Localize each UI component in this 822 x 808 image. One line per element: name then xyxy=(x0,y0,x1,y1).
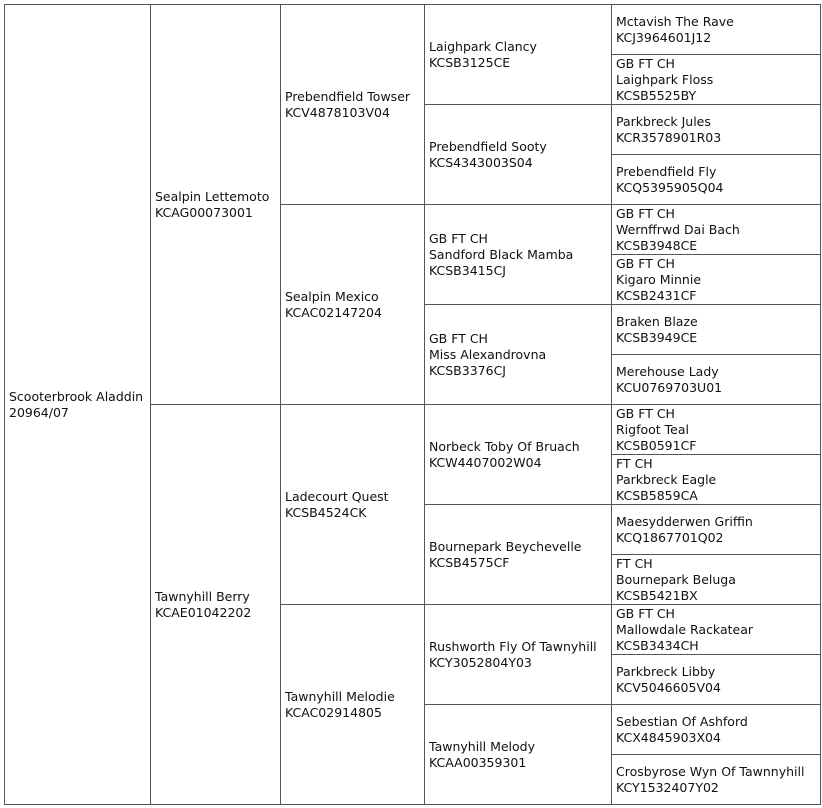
great-great-grandparent-cell xyxy=(612,405,821,455)
dog-text-line: Tawnyhill Berry xyxy=(155,588,250,604)
dog-text-line: KCSB3125CE xyxy=(429,54,511,70)
dog-text-line: Ladecourt Quest xyxy=(285,488,389,504)
dog-text-line: 20964/07 xyxy=(9,404,69,420)
great-grandparent-cell xyxy=(425,705,612,805)
great-great-grandparent-cell xyxy=(612,655,821,705)
great-grandparent-cell xyxy=(425,505,612,605)
dog-text-line: Kigaro Minnie xyxy=(616,271,702,287)
great-great-grandparent-cell xyxy=(612,505,821,555)
dog-text-line: KCSB3434CH xyxy=(616,637,699,653)
dog-text-line: Crosbyrose Wyn Of Tawnnyhill xyxy=(616,763,805,779)
sire-dam-cell xyxy=(151,5,281,405)
dog-text-line: KCAG00073001 xyxy=(155,204,253,220)
grandparent-cell xyxy=(281,605,425,805)
dog-text-line: FT CH xyxy=(616,555,653,571)
dog-text-line: GB FT CH xyxy=(429,230,488,246)
dog-text-line: KCSB3415CJ xyxy=(429,262,506,278)
dog-text-line: KCW4407002W04 xyxy=(429,454,542,470)
great-grandparent-cell xyxy=(425,105,612,205)
dog-text-line: GB FT CH xyxy=(616,405,675,421)
dog-text-line: Maesydderwen Griffin xyxy=(616,513,753,529)
dog-text-line: GB FT CH xyxy=(616,205,675,221)
dog-text-line: Sebestian Of Ashford xyxy=(616,713,748,729)
great-grandparent-cell xyxy=(425,405,612,505)
dog-text-line: Prebendfield Towser xyxy=(285,88,411,104)
great-great-grandparent-cell xyxy=(612,55,821,105)
dog-text-line: FT CH xyxy=(616,455,653,471)
great-great-grandparent-cell xyxy=(612,755,821,805)
dog-text-line: KCQ1867701Q02 xyxy=(616,529,724,545)
great-great-grandparent-cell xyxy=(612,205,821,255)
dog-text-line: KCSB4575CF xyxy=(429,554,510,570)
dog-text-line: Wernffrwd Dai Bach xyxy=(616,221,740,237)
dog-text-line: GB FT CH xyxy=(616,55,675,71)
subject-cell xyxy=(5,5,151,805)
dog-text-line: KCSB3949CE xyxy=(616,329,698,345)
dog-text-line: Mctavish The Rave xyxy=(616,13,734,29)
dog-text-line: Parkbreck Libby xyxy=(616,663,716,679)
dog-text-line: Miss Alexandrovna xyxy=(429,346,547,362)
dog-text-line: KCSB3376CJ xyxy=(429,362,506,378)
dog-text-line: Laighpark Clancy xyxy=(429,38,537,54)
dog-text-line: Sealpin Mexico xyxy=(285,288,379,304)
dog-text-line: KCV5046605V04 xyxy=(616,679,721,695)
grandparent-cell xyxy=(281,205,425,405)
dog-text-line: Prebendfield Sooty xyxy=(429,138,547,154)
pedigree-row xyxy=(5,5,821,55)
dog-text-line: Braken Blaze xyxy=(616,313,698,329)
dog-text-line: Bournepark Beychevelle xyxy=(429,538,582,554)
dog-text-line: KCQ5395905Q04 xyxy=(616,179,724,195)
dog-text-line: Norbeck Toby Of Bruach xyxy=(429,438,580,454)
grandparent-cell xyxy=(281,405,425,605)
great-great-grandparent-cell xyxy=(612,705,821,755)
dog-text-line: Tawnyhill Melody xyxy=(429,738,536,754)
great-great-grandparent-cell xyxy=(612,605,821,655)
great-great-grandparent-cell xyxy=(612,355,821,405)
dog-text-line: KCSB5859CA xyxy=(616,487,698,503)
dog-text-line: KCSB5525BY xyxy=(616,87,697,103)
great-great-grandparent-cell xyxy=(612,455,821,505)
dog-text-line: KCX4845903X04 xyxy=(616,729,721,745)
great-great-grandparent-cell xyxy=(612,5,821,55)
dog-text-line: Merehouse Lady xyxy=(616,363,719,379)
great-great-grandparent-cell xyxy=(612,555,821,605)
great-great-grandparent-cell xyxy=(612,305,821,355)
dog-text-line: Parkbreck Eagle xyxy=(616,471,717,487)
dog-text-line: KCSB0591CF xyxy=(616,437,697,453)
dog-text-line: KCV4878103V04 xyxy=(285,104,390,120)
dog-text-line: Mallowdale Rackatear xyxy=(616,621,754,637)
dog-text-line: KCAC02914805 xyxy=(285,704,382,720)
dog-text-line: KCY1532407Y02 xyxy=(616,779,719,795)
dog-text-line: GB FT CH xyxy=(429,330,488,346)
dog-text-line: Laighpark Floss xyxy=(616,71,714,87)
sire-dam-cell xyxy=(151,405,281,805)
dog-text-line: KCAE01042202 xyxy=(155,604,252,620)
dog-text-line: KCSB2431CF xyxy=(616,287,697,303)
dog-text-line: GB FT CH xyxy=(616,255,675,271)
dog-text-line: KCS4343003S04 xyxy=(429,154,533,170)
dog-text-line: Tawnyhill Melodie xyxy=(285,688,395,704)
dog-text-line: KCSB4524CK xyxy=(285,504,367,520)
dog-text-line: KCSB3948CE xyxy=(616,237,698,253)
dog-text-line: Rigfoot Teal xyxy=(616,421,689,437)
great-grandparent-cell xyxy=(425,305,612,405)
great-grandparent-cell xyxy=(425,605,612,705)
pedigree-table xyxy=(4,4,821,805)
great-great-grandparent-cell xyxy=(612,155,821,205)
dog-text-line: Sandford Black Mamba xyxy=(429,246,574,262)
great-great-grandparent-cell xyxy=(612,105,821,155)
dog-text-line: GB FT CH xyxy=(616,605,675,621)
dog-text-line: KCY3052804Y03 xyxy=(429,654,532,670)
dog-text-line: KCU0769703U01 xyxy=(616,379,723,395)
dog-text-line: KCJ3964601J12 xyxy=(616,29,712,45)
dog-text-line: KCSB5421BX xyxy=(616,587,698,603)
dog-text-line: Sealpin Lettemoto xyxy=(155,188,270,204)
dog-text-line: KCAC02147204 xyxy=(285,304,382,320)
dog-text-line: Scooterbrook Aladdin xyxy=(9,388,144,404)
grandparent-cell xyxy=(281,5,425,205)
dog-text-line: KCAA00359301 xyxy=(429,754,527,770)
dog-text-line: Prebendfield Fly xyxy=(616,163,717,179)
dog-text-line: Bournepark Beluga xyxy=(616,571,736,587)
great-great-grandparent-cell xyxy=(612,255,821,305)
dog-text-line: KCR3578901R03 xyxy=(616,129,722,145)
great-grandparent-cell xyxy=(425,5,612,105)
great-grandparent-cell xyxy=(425,205,612,305)
dog-text-line: Rushworth Fly Of Tawnyhill xyxy=(429,638,597,654)
dog-text-line: Parkbreck Jules xyxy=(616,113,711,129)
